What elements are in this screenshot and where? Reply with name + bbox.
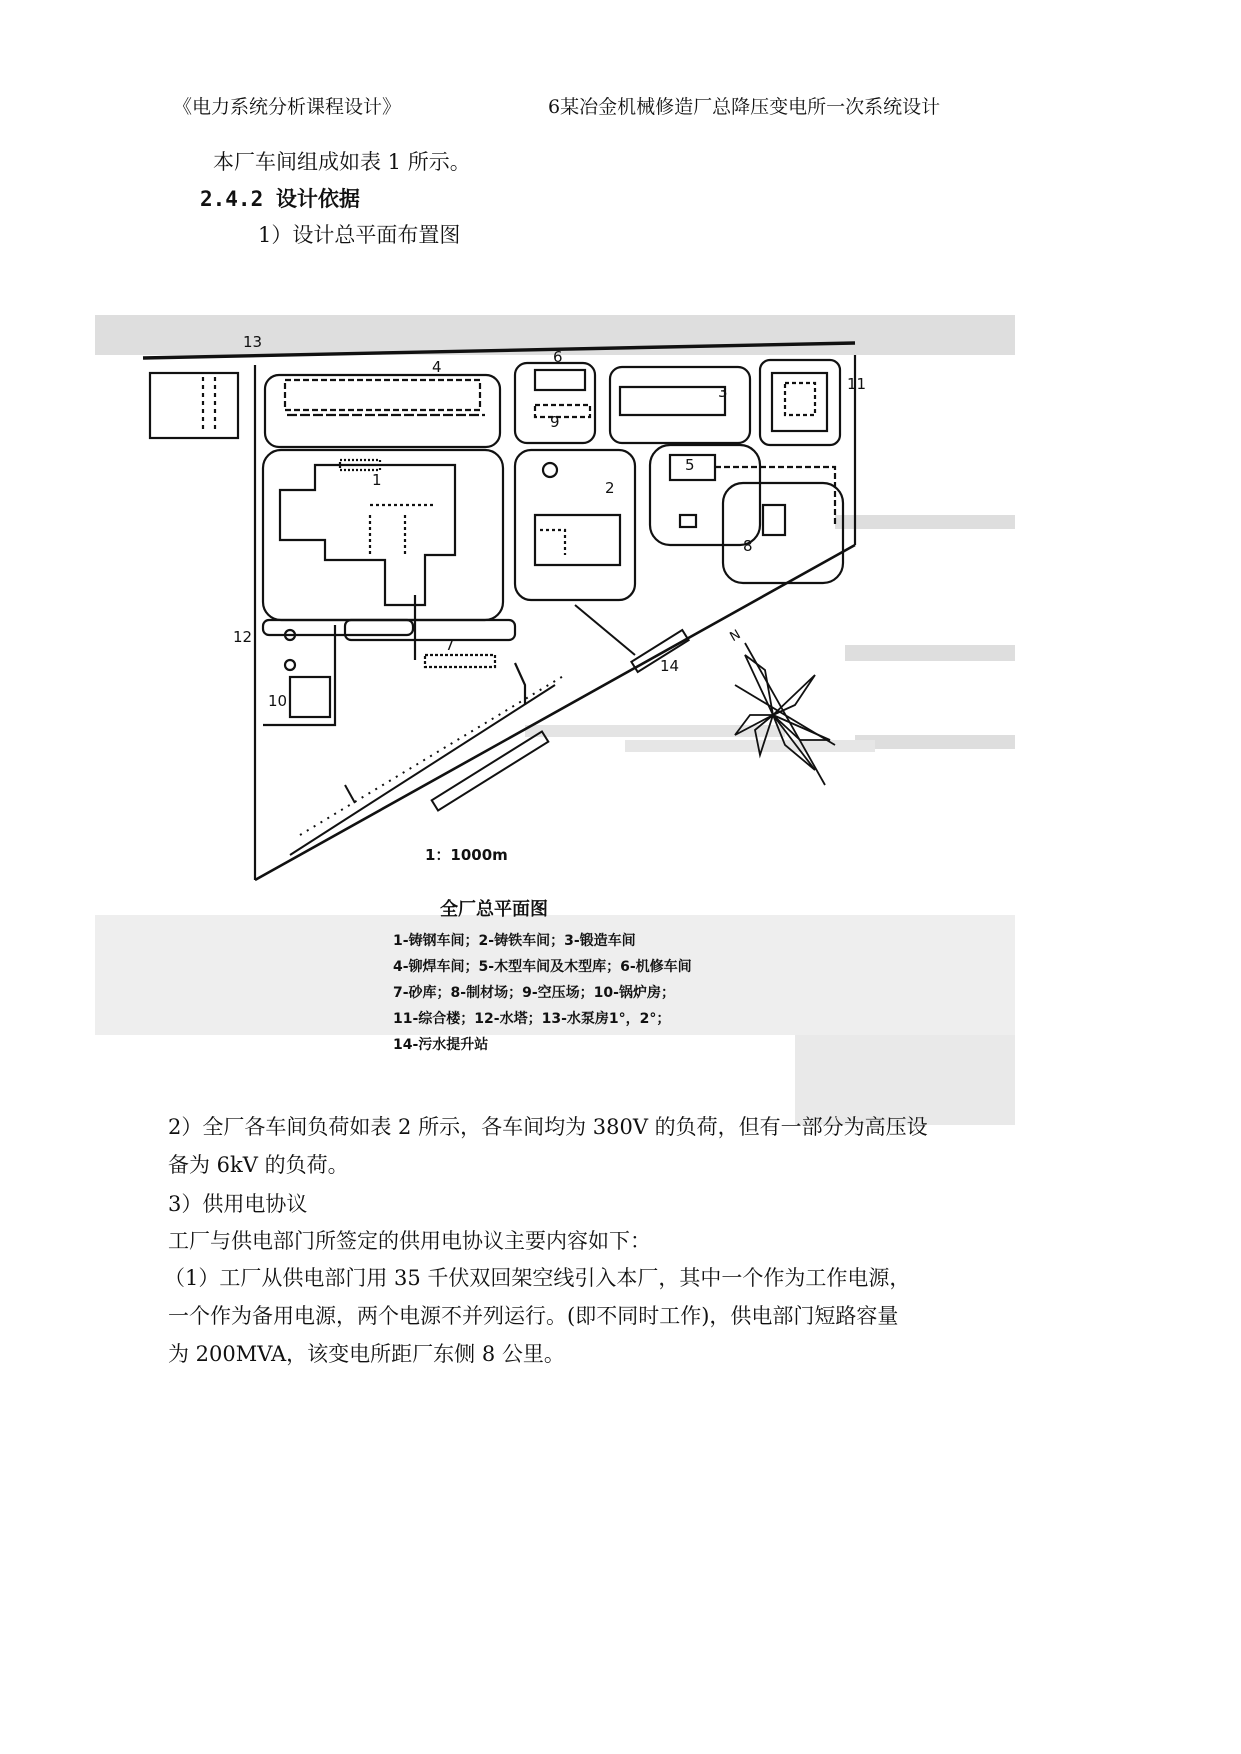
- legend-line-1: 1-铸钢车间；2-铸铁车间；3-锻造车间: [393, 933, 636, 949]
- north-label: N: [727, 627, 744, 646]
- list-item-3: 3）供用电协议: [168, 1192, 308, 1216]
- list-item-2-line-1: 2）全厂各车间负荷如表 2 所示，各车间均为 380V 的负荷，但有一部分为高压设: [168, 1115, 928, 1139]
- map-label-11: 11: [847, 375, 867, 393]
- section-heading: 2.4.2 设计依据: [200, 187, 360, 211]
- scan-noise: [95, 315, 1015, 1125]
- map-label-7: 7: [445, 636, 455, 654]
- legend-line-4: 11-综合楼；12-水塔；13-水泵房1°，2°；: [393, 1011, 671, 1027]
- map-label-9: 9: [550, 413, 560, 431]
- figure-title: 全厂总平面图: [440, 899, 548, 920]
- map-label-3: 3: [718, 383, 728, 401]
- legend-line-2: 4-铆焊车间；5-木型车间及木型库；6-机修车间: [393, 959, 692, 975]
- map-label-5: 5: [685, 456, 695, 474]
- paragraph-intro: 本厂车间组成如表 1 所示。: [213, 150, 471, 174]
- map-label-14: 14: [660, 657, 680, 675]
- map-scale: 1：1000m: [425, 846, 508, 864]
- plant-layout-figure: [95, 315, 1015, 1215]
- north-arrow-icon: [728, 627, 835, 785]
- map-label-12: 12: [233, 628, 253, 646]
- site-map: [143, 343, 855, 880]
- map-label-13: 13: [243, 333, 263, 351]
- legend-line-5: 14-污水提升站: [393, 1037, 489, 1053]
- paragraph-agreement: 工厂与供电部门所签定的供用电协议主要内容如下：: [168, 1229, 651, 1253]
- map-label-2: 2: [605, 479, 615, 497]
- list-item-1: 1）设计总平面布置图: [258, 223, 461, 247]
- list-item-2-line-2: 备为 6kV 的负荷。: [168, 1153, 349, 1177]
- clause-1-line-2: 一个作为备用电源，两个电源不并列运行。(即不同时工作)，供电部门短路容量: [168, 1304, 899, 1328]
- map-label-4: 4: [432, 358, 442, 376]
- header-left: 《电力系统分析课程设计》: [173, 96, 402, 118]
- header-right: 6某冶金机械修造厂总降压变电所一次系统设计: [548, 96, 941, 118]
- legend-line-3: 7-砂库；8-制材场；9-空压场；10-锅炉房；: [393, 985, 675, 1001]
- clause-1-line-3: 为 200MVA，该变电所距厂东侧 8 公里。: [168, 1342, 565, 1366]
- map-label-10: 10: [268, 692, 288, 710]
- clause-1-line-1: （1）工厂从供电部门用 35 千伏双回架空线引入本厂，其中一个作为工作电源，: [164, 1266, 911, 1290]
- map-label-1: 1: [372, 471, 382, 489]
- map-label-8: 8: [743, 537, 753, 555]
- map-label-6: 6: [553, 348, 563, 366]
